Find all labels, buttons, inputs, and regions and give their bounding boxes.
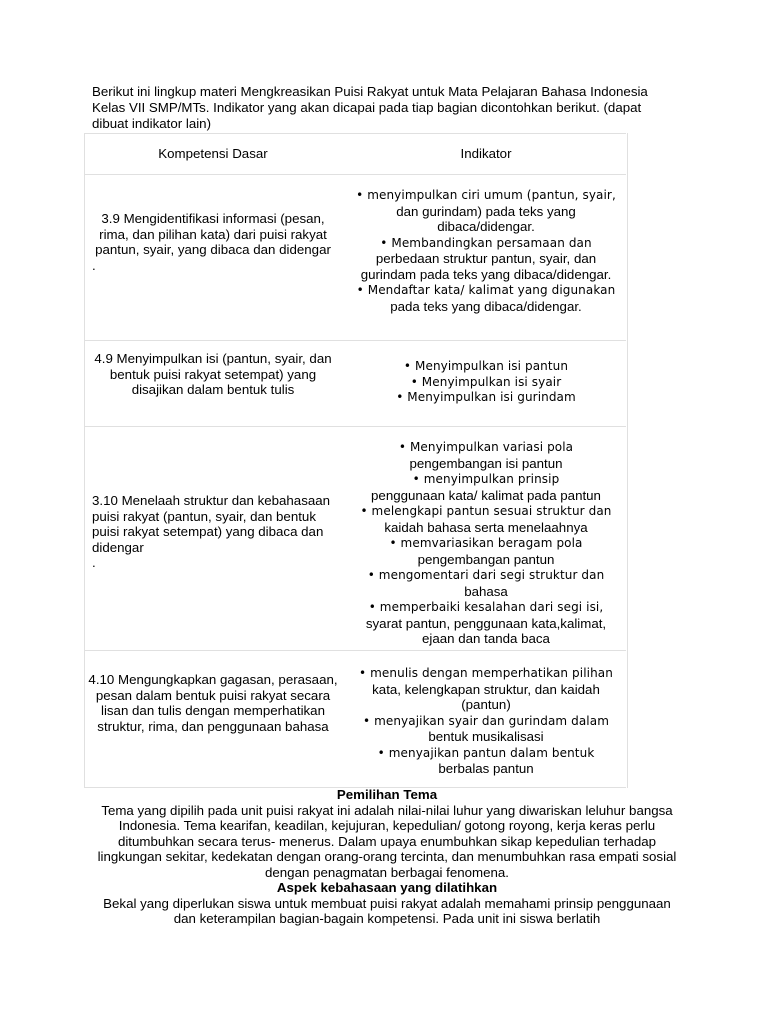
indicator-rest: berbalas pantun — [438, 761, 534, 776]
table-header-divider — [84, 174, 626, 175]
indicator-item — [348, 503, 624, 535]
indicator-item — [348, 439, 624, 471]
indicator-item: • Menyimpulkan isi syair — [410, 374, 562, 389]
indicator-bullet-line: • Mendaftar kata/ kalimat yang digunakan — [356, 283, 616, 297]
indikator-4-9 — [348, 359, 624, 406]
kd-dot: . — [92, 257, 96, 273]
indikator-3-10 — [348, 439, 624, 647]
indicator-rest: bahasa — [464, 583, 508, 599]
indicator-bullet-line: • menulis dengan memperhatikan pilihan — [359, 666, 613, 680]
indicator-bullet-line: • memperbaiki kesalahan dari segi isi, — [368, 600, 604, 614]
indicator-item — [348, 599, 624, 647]
row-divider — [84, 650, 626, 651]
indicator-rest: dan gurindam) pada teks yang dibaca/didengar. — [396, 203, 576, 234]
indicator-item — [348, 235, 624, 283]
section-title: Aspek kebahasaan yang dilatihkan — [276, 880, 498, 895]
header-indikator: Indikator — [460, 146, 512, 161]
indicator-item — [348, 567, 624, 599]
kd-4-9 — [88, 351, 338, 398]
indicator-bullet-line: • menyajikan pantun dalam bentuk — [377, 745, 595, 760]
section-body: Bekal yang diperlukan siswa untuk membuat puisi rakyat adalah memahami prinsip penggunaan dan keterampilan bagian-bagain kompetensi. Pada unit ini siswa berlatih — [103, 895, 671, 927]
indicator-item — [348, 282, 624, 314]
section-title: Pemilihan Tema — [336, 787, 438, 802]
indicator-rest: pada teks yang dibaca/didengar. — [390, 298, 582, 314]
indicator-item: • Menyimpulkan isi pantun — [403, 359, 569, 373]
kd-dot: . — [92, 555, 96, 570]
indikator-3-9 — [348, 187, 624, 314]
kd-text: 4.10 Mengungkapkan gagasan, perasaan, pesan dalam bentuk puisi rakyat secara lisan dan tulis dengan memperhatikan struktur, rima, dan penggunaan bahasa — [88, 672, 338, 734]
indicator-rest: kaidah bahasa serta menelaahnya — [384, 519, 588, 535]
table-border-top — [84, 133, 626, 134]
indikator-4-10 — [348, 665, 624, 777]
indicator-item — [348, 471, 624, 503]
indicator-item — [348, 745, 624, 777]
indicator-rest: pengembangan pantun — [417, 551, 555, 567]
kd-text: 3.10 Menelaah struktur dan kebahasaan puisi rakyat (pantun, syair, dan bentuk puisi rakyat setempat) yang dibaca dan didengar — [92, 493, 331, 555]
indicator-item: • Menyimpulkan isi gurindam — [396, 390, 576, 404]
indicator-bullet-line: • memvariasikan beragam pola — [389, 536, 583, 550]
indicator-bullet-line: • mengomentari dari segi struktur dan — [367, 568, 605, 582]
kd-text: 4.9 Menyimpulkan isi (pantun, syair, dan bentuk puisi rakyat setempat) yang disajikan dalam bentuk tulis — [94, 351, 332, 397]
indicator-rest: bentuk musikalisasi — [428, 729, 544, 744]
indicator-bullet-line: • Menyimpulkan variasi pola — [398, 440, 574, 454]
indicator-bullet-line: • menyajikan syair dan gurindam dalam — [362, 713, 609, 728]
indicator-rest: kata, kelengkapan struktur, dan kaidah (pantun) — [372, 681, 600, 712]
kd-4-10 — [88, 672, 338, 734]
indicator-item — [348, 713, 624, 745]
indicator-rest: perbedaan struktur pantun, syair, dan gurindam pada teks yang dibaca/didengar. — [360, 251, 612, 282]
intro-paragraph: Berikut ini lingkup materi Mengkreasikan Puisi Rakyat untuk Mata Pelajaran Bahasa Indonesia Kelas VII SMP/MTs. Indikator yang akan dicapai pada tiap bagian dicontohkan berikut. (dapat dibuat indikator lain) — [92, 84, 648, 131]
indicator-bullet-line: • Membandingkan persamaan dan — [380, 235, 592, 250]
indicator-bullet-line: • menyimpulkan ciri umum (pantun, syair, — [356, 188, 616, 202]
kd-3-10 — [92, 493, 338, 571]
section-pemilihan-tema — [92, 787, 682, 881]
indicator-bullet-line: • melengkapi pantun sesuai struktur dan — [360, 504, 612, 518]
indicator-item — [348, 535, 624, 567]
header-kompetensi-dasar: Kompetensi Dasar — [158, 146, 268, 161]
section-body: Tema yang dipilih pada unit puisi rakyat ini adalah nilai-nilai luhur yang diwariskan leluhur bangsa Indonesia. Tema kearifan, keadilan, kejujuran, kepedulian/ gotong royong, kerja keras perlu ditumbuhkan secara terus- menerus. Dalam upaya enumbuhkan sikap kepedulian terhadap lingkungan sekitar, kedekatan dengan orang-orang tercinta, dan menumbuhkan rasa empati sosial dengan penagmatan berbagai fenomena. — [97, 802, 677, 880]
indicator-item — [348, 665, 624, 713]
indicator-rest: syarat pantun, penggunaan kata,kalimat, ejaan dan tanda baca — [365, 615, 607, 646]
kd-3-9 — [88, 211, 338, 273]
indicator-rest: pengembangan isi pantun — [409, 455, 563, 471]
indicator-rest: penggunaan kata/ kalimat pada pantun — [371, 487, 601, 503]
indicator-item — [348, 187, 624, 235]
indicator-bullet-line: • menyimpulkan prinsip — [412, 472, 560, 486]
row-divider — [84, 426, 626, 427]
kd-text: 3.9 Mengidentifikasi informasi (pesan, rima, dan pilihan kata) dari puisi rakyat pantun, syair, yang dibaca dan didengar — [95, 211, 331, 257]
section-aspek-kebahasaan — [92, 880, 682, 927]
row-divider — [84, 340, 626, 341]
